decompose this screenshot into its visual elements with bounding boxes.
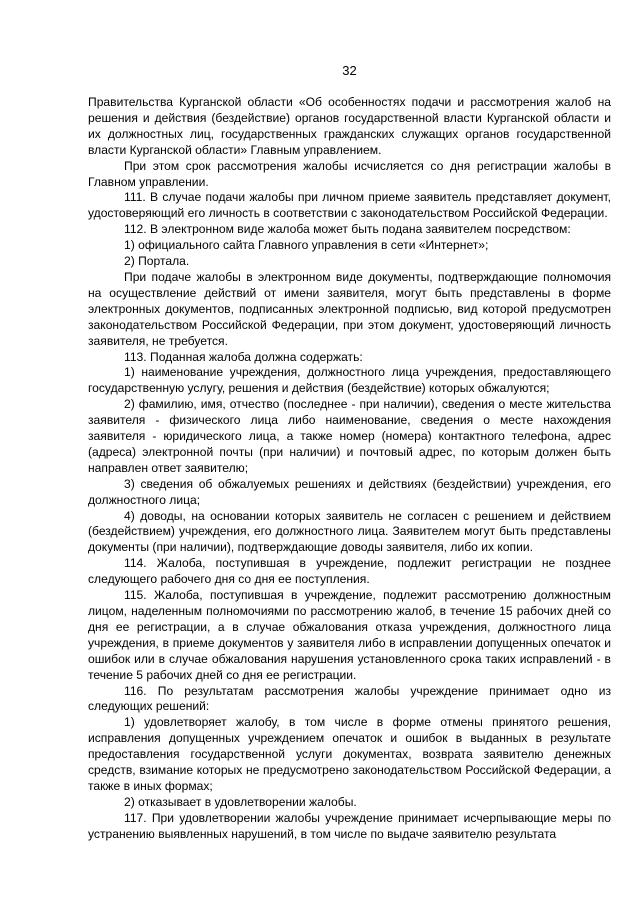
paragraph-116: 116. По результатам рассмотрения жалобы учреждение принимает одно из следующих решений: (88, 683, 611, 714)
page-number: 32 (342, 63, 357, 78)
paragraph-113: 113. Поданная жалоба должна содержать: (124, 349, 363, 364)
paragraph-115: 115. Жалоба, поступившая в учреждение, подлежит рассмотрению должностным лицом, наделенным полномочиями по рассмотрению жалоб, в течение 15 рабочих дней со дня ее регистрации, а в случае обжалования отказа учреждения, должностного лица учреждения, в приеме документов у заявителя либо в исправлении допущенных опечаток и ошибок или в случае обжалования нарушения установленного срока таких исправлений - в течение 5 рабочих дней со дня ее регистрации. (88, 588, 611, 682)
list-item: 2) Портала. (124, 254, 190, 269)
list-item: 1) наименование учреждения, должностного лица учреждения, предоставляющего государственную услугу, решения и действия (бездействие) которых обжалуются; (88, 365, 611, 396)
list-item: 1) официального сайта Главного управления в сети «Интернет»; (124, 238, 489, 253)
paragraph-112: 112. В электронном виде жалоба может быть подана заявителем посредством: (124, 222, 571, 237)
paragraph-continuation: Правительства Курганской области «Об особенностях подачи и рассмотрения жалоб на решения и действия (бездействие) органов государственной власти Курганской области и их должностных лиц, государственных гражданских служащих органов государственной власти Курганской области» Главным управлением. (88, 95, 611, 157)
list-item: 2) отказывает в удовлетворении жалобы. (124, 794, 357, 809)
paragraph-117: 117. При удовлетворении жалобы учреждение принимает исчерпывающие меры по устранению выявленных нарушений, в том числе по выдаче заявителю результата (88, 810, 611, 841)
paragraph-111: 111. В случае подачи жалобы при личном приеме заявитель представляет документ, удостоверяющий его личность в соответствии с законодательством Российской Федерации. (88, 190, 611, 221)
list-item: 3) сведения об обжалуемых решениях и действиях (бездействии) учреждения, его должностного лица; (88, 476, 611, 507)
paragraph: При этом срок рассмотрения жалобы исчисляется со дня регистрации жалобы в Главном управлении. (88, 158, 611, 189)
document-body (88, 95, 611, 843)
list-item: 1) удовлетворяет жалобу, в том числе в форме отмены принятого решения, исправления допущенных учреждением опечаток и ошибок в выданных в результате предоставления государственной услуги документах, возврата заявителю денежных средств, взимание которых не предусмотрено законодательством Российской Федерации, а также в иных формах; (88, 715, 611, 793)
paragraph: При подаче жалобы в электронном виде документы, подтверждающие полномочия на осуществление действий от имени заявителя, могут быть представлены в форме электронных документов, подписанных электронной подписью, вид которой предусмотрен законодательством Российской Федерации, при этом документ, удостоверяющий личность заявителя, не требуется. (88, 269, 611, 348)
list-item: 4) доводы, на основании которых заявитель не согласен с решением и действием (бездействием) учреждения, его должностного лица. Заявителем могут быть представлены документы (при наличии), подтверждающие доводы заявителя, либо их копии. (88, 508, 611, 555)
list-item: 2) фамилию, имя, отчество (последнее - при наличии), сведения о месте жительства заявителя - физического лица либо наименование, сведения о месте нахождения заявителя - юридического лица, а также номер (номера) контактного телефона, адрес (адреса) электронной почты (при наличии) и почтовый адрес, по которым должен быть направлен ответ заявителю; (88, 397, 611, 475)
paragraph-114: 114. Жалоба, поступившая в учреждение, подлежит регистрации не позднее следующего рабочего дня со дня ее поступления. (88, 556, 611, 587)
